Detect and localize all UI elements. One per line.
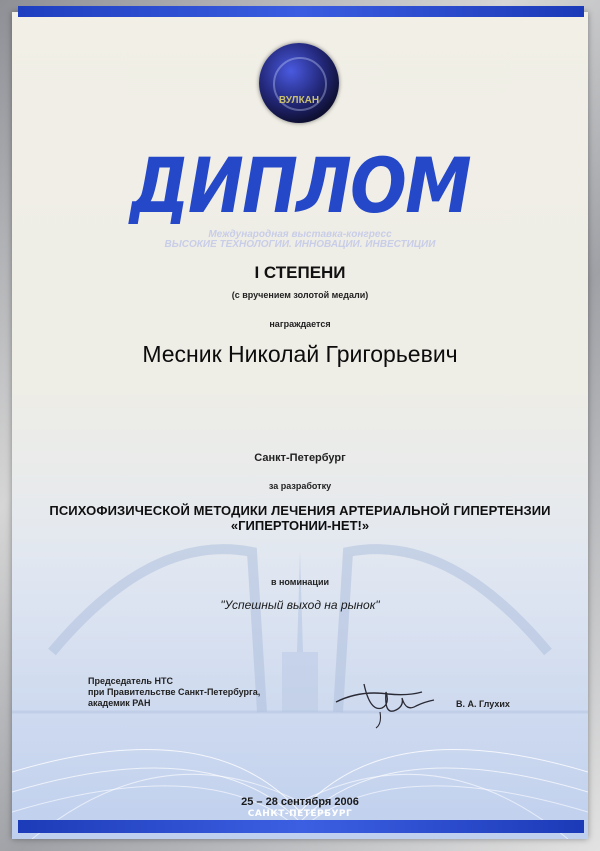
exhibition-name-line2: ВЫСОКИЕ ТЕХНОЛОГИИ. ИННОВАЦИИ. ИНВЕСТИЦИИ (164, 239, 436, 250)
exhibition-name-line1: Международная выставка-конгресс (208, 229, 392, 240)
hologram-seal (259, 43, 339, 123)
diploma-title: ДИПЛОМ (130, 141, 470, 230)
method-title-line2: «ГИПЕРТОНИИ-НЕТ!» (230, 518, 370, 533)
awarded-label: награждается (269, 319, 331, 329)
method-title-line1: ПСИХОФИЗИЧЕСКОЙ МЕТОДИКИ ЛЕЧЕНИЯ АРТЕРИАЛЬНОЙ ГИПЕРТЕНЗИИ (49, 503, 551, 518)
recipient-city: Санкт-Петербург (254, 452, 346, 464)
chairman-title-line: академик РАН (88, 698, 151, 708)
for-development-label: за разработку (268, 481, 332, 491)
signature-icon (330, 672, 440, 732)
recipient-name: Месник Николай Григорьевич (142, 341, 458, 367)
signer-name: В. А. Глухих (456, 699, 510, 709)
bottom-blue-band (18, 820, 584, 833)
chairman-title-line: при Правительстве Санкт-Петербурга, (88, 687, 261, 697)
footer-city: САНКТ-ПЕТЕРБУРГ (247, 809, 353, 819)
chairman-title-line: Председатель НТС (88, 676, 173, 686)
nomination-label: в номинации (270, 577, 330, 587)
nomination-name: "Успешный выход на рынок" (220, 598, 380, 612)
bridge-background-art (12, 12, 588, 839)
chairman-title (88, 676, 260, 709)
hologram-logo-text: ВУЛКАН (278, 95, 320, 106)
diploma-degree: I СТЕПЕНИ (254, 263, 346, 282)
medal-note: (с вручением золотой медали) (231, 290, 369, 300)
event-dates: 25 – 28 сентября 2006 (241, 796, 359, 808)
top-blue-band (18, 6, 584, 17)
